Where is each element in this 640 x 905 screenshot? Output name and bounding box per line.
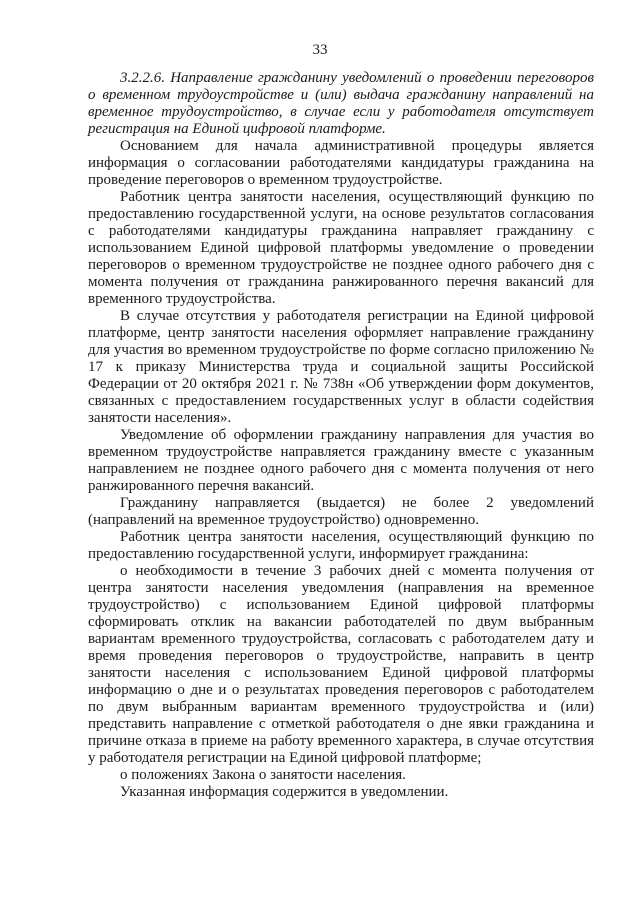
paragraph: Гражданину направляется (выдается) не более 2 уведомлений (направлений на временное трудоустройство) одновременно. bbox=[88, 495, 594, 528]
list-item-paragraph: о положениях Закона о занятости населения. bbox=[120, 767, 406, 783]
list-item-paragraph: о необходимости в течение 3 рабочих дней с момента получения от центра занятости населения уведомления (направления на временное трудоустройство) с использованием Единой цифровой платформы сформировать отклик на вакансии работодателей по двум выбранным вариантам временного трудоустройства, согласовать с работодателем дату и время проведения переговоров о трудоустройстве, направить в центр занятости населения с использованием Единой цифровой платформы информацию о дне и о результатах проведения переговоров с работодателем по двум выбранным вариантам временного трудоустройства и (или) представить направление с отметкой работодателя о дне явки гражданина и причине отказа в приеме на работу временного характера, в случае отсутствия у работодателя регистрации на Единой цифровой платформе; bbox=[88, 563, 594, 766]
page-number: 33 bbox=[312, 42, 328, 58]
paragraph: В случае отсутствия у работодателя регистрации на Единой цифровой платформе, центр занятости населения оформляет направление гражданину для участия во временном трудоустройстве по форме согласно приложению № 17 к приказу Министерства труда и социальной защиты Российской Федерации от 20 октября 2021 г. № 738н «Об утверждении форм документов, связанных с предоставлением государственных услуг в области содействия занятости населения». bbox=[88, 308, 594, 426]
paragraph: Указанная информация содержится в уведомлении. bbox=[120, 784, 449, 800]
paragraph: Работник центра занятости населения, осуществляющий функцию по предоставлению государственной услуги, информирует гражданина: bbox=[88, 529, 594, 562]
document-body bbox=[88, 70, 594, 801]
paragraph: Основанием для начала административной процедуры является информация о согласовании работодателями кандидатуры гражданина на проведение переговоров о временном трудоустройстве. bbox=[88, 138, 594, 188]
paragraph: Работник центра занятости населения, осуществляющий функцию по предоставлению государственной услуги, на основе результатов согласования с работодателями кандидатуры гражданина направляет гражданину с использованием Единой цифровой платформы уведомление о проведении переговоров о временном трудоустройстве не позднее одного рабочего дня с момента получения от гражданина ранжированного перечня вакансий для временного трудоустройства. bbox=[88, 189, 594, 307]
section-heading: 3.2.2.6. Направление гражданину уведомлений о проведении переговоров о временном трудоустройстве и (или) выдача гражданину направлений на временное трудоустройство, в случае если у работодателя отсутствует регистрация на Единой цифровой платформе. bbox=[88, 70, 594, 137]
paragraph: Уведомление об оформлении гражданину направления для участия во временном трудоустройстве направляется гражданину вместе с указанным направлением не позднее одного рабочего дня с момента получения от него ранжированного перечня вакансий. bbox=[88, 427, 594, 494]
